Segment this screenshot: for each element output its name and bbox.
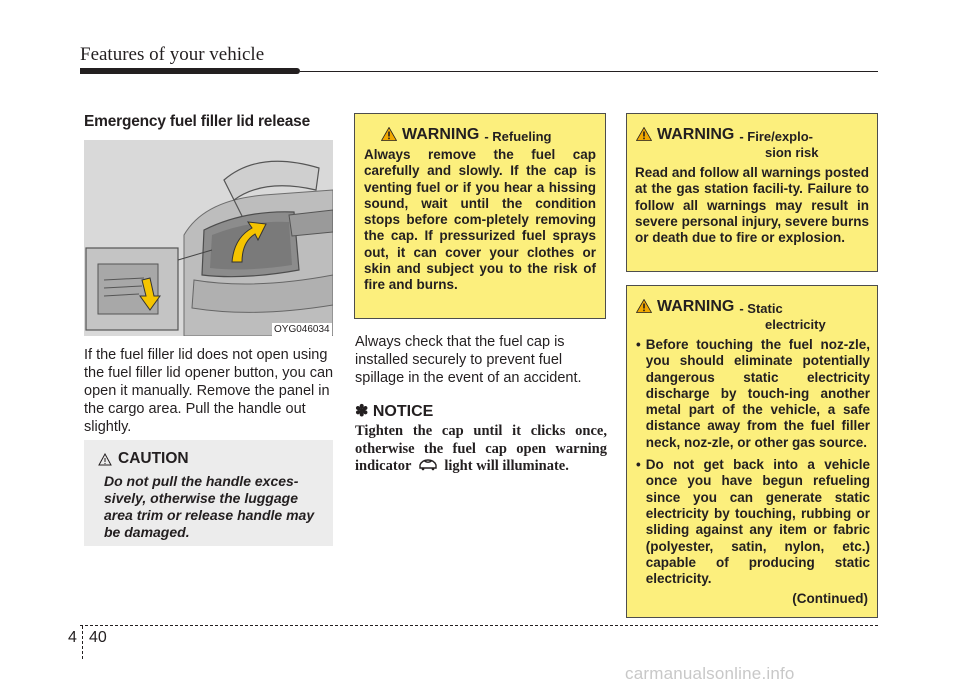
notice-text [355, 423, 607, 476]
warning-subject: - Fire/explo- [739, 129, 814, 144]
footer-divider [82, 626, 83, 659]
warning-word: WARNING [657, 126, 735, 143]
fuel-lid-release-illustration [84, 140, 333, 336]
header-rule [300, 71, 878, 72]
header-bar [80, 68, 300, 74]
warning-fire-heading [636, 126, 813, 144]
section-title: Emergency fuel filler lid release [84, 113, 311, 130]
notice-text-start: Tighten the cap until it clicks once, otherwise the fuel cap open warning indicator [355, 423, 607, 474]
warning-subject: - Refueling [484, 129, 552, 144]
section-body: If the fuel filler lid does not open using the fuel filler lid opener button, you can open it manually. Remove the panel in the cargo area. Pull the handle out slightly. [84, 347, 334, 435]
warning-triangle-icon [381, 127, 397, 141]
footer-rule [80, 625, 878, 626]
cargo-area-drawing [84, 140, 333, 336]
continued-label: (Continued) [792, 591, 868, 606]
list-item: • Before touching the fuel noz-zle, you should eliminate potentially dangerous static electricity discharge by touch-ing another metal part of the vehicle, a safe distance away from the fuel filler neck, noz-zle, or other gas source. [636, 337, 870, 450]
warning-static-heading [636, 298, 783, 316]
caution-heading [98, 450, 189, 468]
warning-refueling-text: Always remove the fuel cap carefully and slowly. If the cap is venting fuel or if you hear a hissing sound, wait until the condition stops before com-pletely removing the cap. If pressurized fuel sprays out, it can cover your clothes or skin and subject you to the risk of fire and burns. [364, 147, 596, 293]
bullet-text: Before touching the fuel noz-zle, you should eliminate potentially dangerous static electricity discharge by touch-ing another metal part of the vehicle, a safe distance away from the fuel filler neck, noz-zle, or other gas source. [645, 337, 870, 450]
warning-subject-continued: electricity [765, 317, 826, 332]
fuel-indicator-icon [418, 458, 438, 471]
page-header-title: Features of your vehicle [80, 44, 265, 65]
warning-triangle-icon [636, 127, 652, 141]
watermark: carmanualsonline.info [625, 664, 795, 683]
warning-refueling-heading [381, 126, 552, 144]
warning-word: WARNING [402, 126, 480, 143]
warning-static-list [636, 337, 870, 587]
warning-subject-continued: sion risk [765, 145, 819, 160]
page-number: 40 [89, 629, 107, 646]
warning-refueling-box [354, 113, 606, 319]
list-item: • Do not get back into a vehicle once you have begun refueling since you can generate static electricity by touching, rubbing or sliding against any item or fabric (polyester, satin, nylon, etc.) capable of producing static electricity. [636, 457, 870, 587]
warning-triangle-icon [636, 299, 652, 313]
warning-subject: - Static [739, 301, 783, 316]
warning-word: WARNING [657, 298, 735, 315]
warning-static-box [626, 285, 878, 618]
figure-code: OYG046034 [274, 324, 330, 335]
caution-triangle-icon [98, 453, 112, 466]
warning-fire-text: Read and follow all warnings posted at the gas station facili-ty. Failure to follow all warnings may result in severe personal injury, severe burns or death due to fire or explosion. [635, 165, 869, 246]
notice-text-end: light will illuminate. [444, 458, 569, 474]
fuel-cap-paragraph: Always check that the fuel cap is installed securely to prevent fuel spillage in the event of an accident. [355, 334, 582, 386]
chapter-number: 4 [68, 629, 77, 646]
warning-fire-box [626, 113, 878, 272]
caution-label: CAUTION [118, 450, 189, 467]
notice-heading: ✽ NOTICE [355, 403, 434, 420]
caution-text: Do not pull the handle exces-sively, otherwise the luggage area trim or release handle may be damaged. [104, 473, 315, 540]
bullet-text: Do not get back into a vehicle once you have begun refueling since you can generate static electricity by touching, rubbing or sliding against any item or fabric (polyester, satin, nylon, etc.) capable of producing static electricity. [645, 457, 870, 587]
